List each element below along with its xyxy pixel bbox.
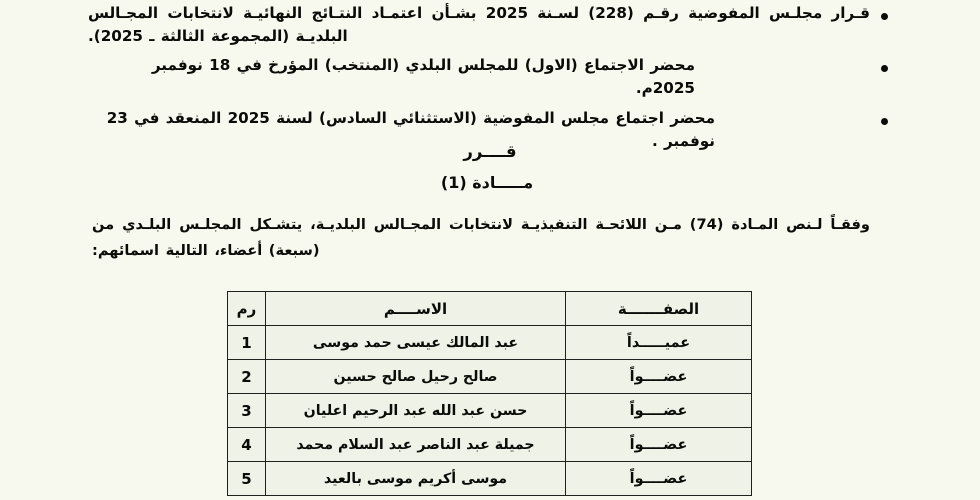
cell-role: عضــــواً bbox=[566, 428, 752, 462]
bullet-text: محضر الاجتماع (الاول) للمجلس البلدي (المنتخب) المؤرخ في 18 نوفمبر 2025م. bbox=[151, 56, 695, 98]
column-header-number: رم bbox=[228, 292, 266, 326]
bullet-text: قـرار مجلـس المفوضية رقـم (228) لسـنة 2025 بشـأن اعتمـاد النتـائج النهائيـة لانتخابات المجـالس البلديـة (المجموعة الثالثة ـ 2025). bbox=[88, 4, 870, 46]
table-body bbox=[228, 326, 752, 496]
column-header-name: الاســــم bbox=[266, 292, 566, 326]
cell-role: عميـــــداً bbox=[566, 326, 752, 360]
cell-role: عضــــواً bbox=[566, 360, 752, 394]
bullet-dot-icon bbox=[881, 13, 888, 20]
bullet-dot-icon bbox=[881, 118, 888, 125]
cell-name: عبد المالك عيسى حمد موسى bbox=[266, 326, 566, 360]
cell-number: 4 bbox=[228, 428, 266, 462]
table-row bbox=[228, 326, 752, 360]
table-row bbox=[228, 394, 752, 428]
cell-name: موسى أكريم موسى بالعيد bbox=[266, 462, 566, 496]
paragraph-line-2: من (سبعة) أعضاء، التالية اسمائهم: bbox=[92, 216, 320, 259]
bullet-dot-icon bbox=[881, 65, 888, 72]
table-row bbox=[228, 428, 752, 462]
column-header-role: الصفـــــــة bbox=[566, 292, 752, 326]
council-members-table bbox=[227, 291, 752, 496]
table-header bbox=[228, 292, 752, 326]
table-row bbox=[228, 462, 752, 496]
heading-article-one: مـــــادة (1) bbox=[440, 173, 534, 192]
cell-name: صالح رحيل صالح حسين bbox=[266, 360, 566, 394]
table-row bbox=[228, 360, 752, 394]
cell-number: 3 bbox=[228, 394, 266, 428]
bullet-first-meeting bbox=[0, 54, 980, 100]
cell-name: حسن عبد الله عبد الرحيم اعليان bbox=[266, 394, 566, 428]
preamble-bullet-list bbox=[0, 2, 980, 157]
paragraph-line-1: وفقـاً لـنص المـادة (74) مـن اللائحـة التنفيذيـة لانتخابات المجـالس البلديـة، يتشـكل المجلـس البلـدي bbox=[122, 216, 870, 233]
bullet-text: محضر اجتماع مجلس المفوضية (الاستثنائي السادس) لسنة 2025 المنعقد في 23 نوفمبر . bbox=[106, 109, 715, 151]
cell-role: عضــــواً bbox=[566, 394, 752, 428]
cell-number: 1 bbox=[228, 326, 266, 360]
cell-role: عضــــواً bbox=[566, 462, 752, 496]
article-one-paragraph bbox=[92, 212, 888, 264]
bullet-decision-228 bbox=[0, 2, 980, 48]
cell-name: جميلة عبد الناصر عبد السلام محمد bbox=[266, 428, 566, 462]
heading-decided: قــــرر bbox=[463, 142, 517, 161]
cell-number: 5 bbox=[228, 462, 266, 496]
cell-number: 2 bbox=[228, 360, 266, 394]
table-header-row bbox=[228, 292, 752, 326]
